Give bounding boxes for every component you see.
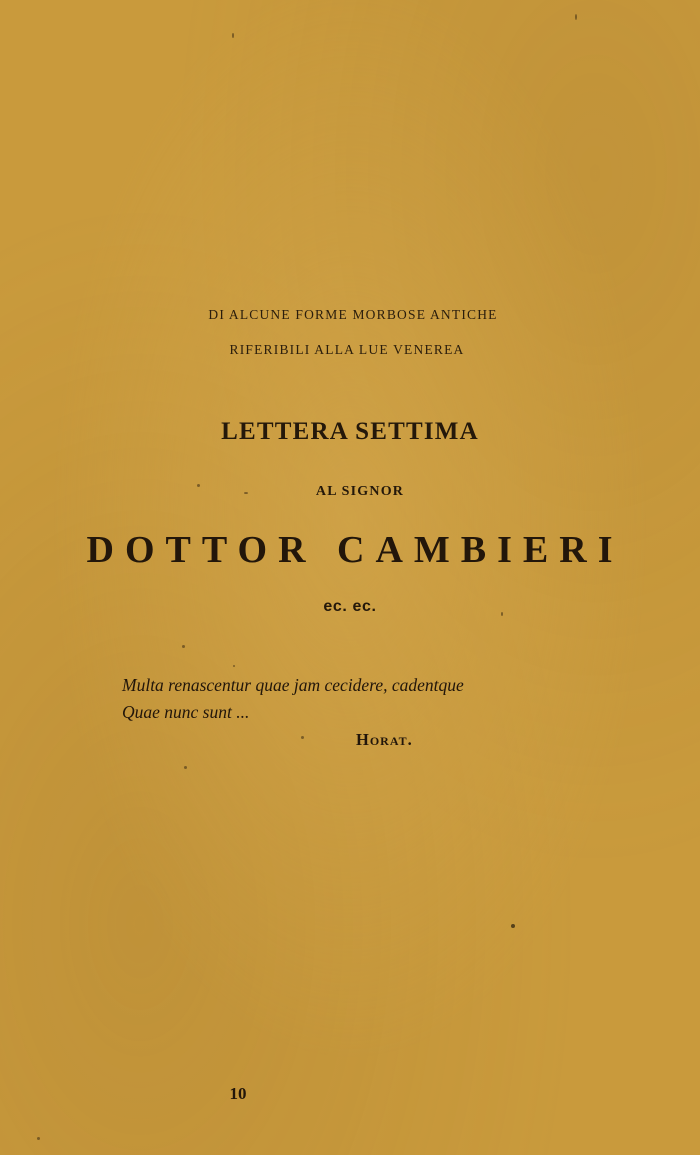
- paper-speck: [184, 766, 187, 769]
- epigraph-line-1: Multa renascentur quae jam cecidere, cadentque: [122, 675, 464, 695]
- paper-speck: [233, 665, 235, 667]
- page-number: 10: [229, 1084, 247, 1103]
- paper-speck: [182, 645, 185, 648]
- addressee-prefix: AL SIGNOR: [315, 484, 405, 499]
- etc-line: ec. ec.: [323, 598, 377, 615]
- paper-speck: [575, 14, 577, 20]
- subtitle-line-2: RIFERIBILI ALLA LUE VENEREA: [229, 342, 465, 357]
- paper-speck: [511, 924, 515, 928]
- subtitle-line-1: DI ALCUNE FORME MORBOSE ANTICHE: [208, 307, 498, 322]
- epigraph-line-2: Quae nunc sunt ...: [122, 702, 250, 722]
- paper-speck: [301, 736, 304, 739]
- paper-speck: [37, 1137, 40, 1140]
- paper-speck: [197, 484, 200, 487]
- paper-speck: [232, 33, 234, 38]
- paper-speck: [501, 612, 503, 616]
- recipient-name: DOTTOR CAMBIERI: [86, 529, 624, 571]
- letter-title: LETTERA SETTIMA: [221, 418, 479, 445]
- paper-speck: [244, 492, 248, 494]
- epigraph-attribution: Horat.: [356, 730, 413, 749]
